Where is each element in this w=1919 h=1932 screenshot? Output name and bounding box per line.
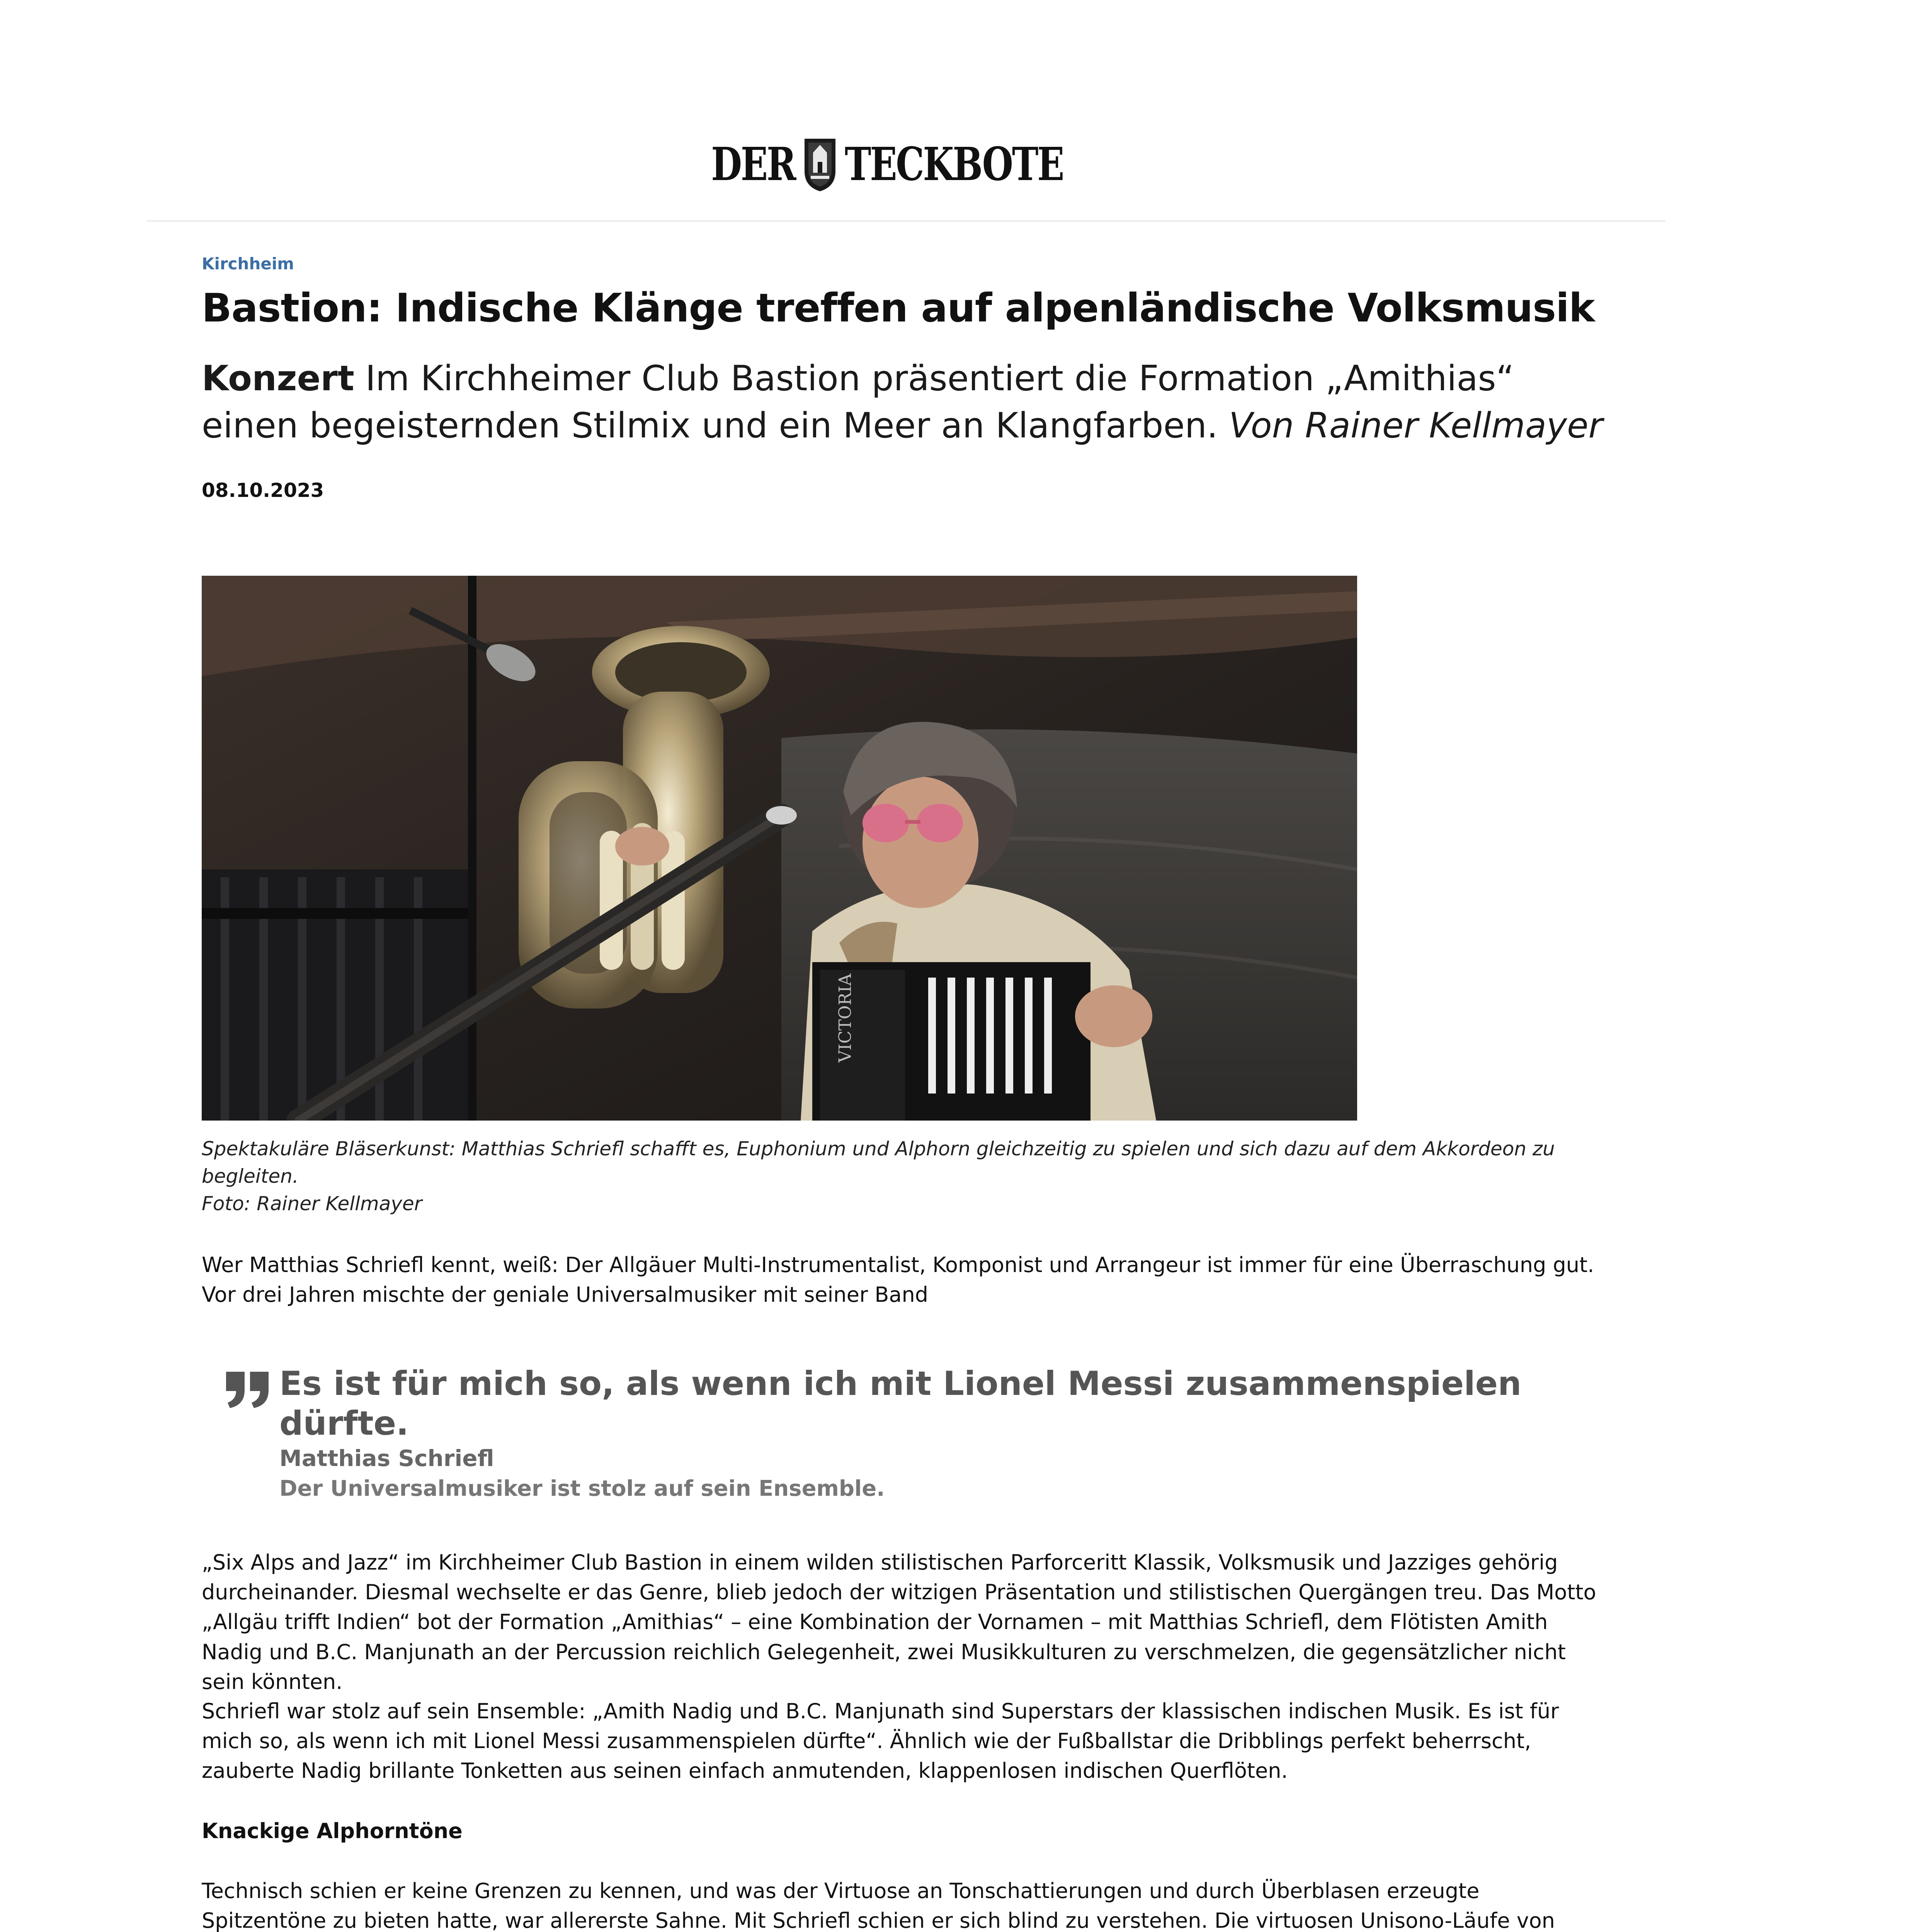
article-byline: Von Rainer Kellmayer [1229, 405, 1603, 446]
article-headline: Bastion: Indische Klänge treffen auf alpenländische Volksmusik [202, 285, 1595, 331]
body-paragraph-1: Wer Matthias Schriefl kennt, weiß: Der Allgäuer Multi-Instrumentalist, Komponist und Arrangeur ist immer für eine Überraschung gut. Vor drei Jahren mischte der geniale Universalmusiker mit seiner Band [202, 1253, 1594, 1307]
logo-word-right: TECKBOTE [844, 137, 1063, 191]
quote-author: Matthias Schriefl [279, 1445, 494, 1472]
pull-quote [222, 1364, 1598, 1501]
body-paragraph-3: Schriefl war stolz auf sein Ensemble: „Amith Nadig und B.C. Manjunath sind Superstars der klassischen indischen Musik. Es ist für mich so, als wenn ich mit Lionel Messi zusammenspielen dürfte“. Ähnlich wie der Fußballstar die Dribblings perfekt beherrscht, zauberte Nadig brillante Tonketten aus seinen einfach anmutenden, klappenlosen indischen Querflöten. [202, 1699, 1559, 1783]
body-paragraph-4: Technisch schien er keine Grenzen zu kennen, und was der Virtuose an Tonschattierungen und durch Überblasen erzeugte Spitzentöne zu bieten hatte, war allererste Sahne. Mit Schriefl schien er sich blind zu verstehen. Die virtuosen Unisono-Läufe von [202, 1879, 1555, 1932]
quote-mark-icon [222, 1368, 272, 1410]
publish-date: 08.10.2023 [202, 479, 324, 502]
quote-note: Der Universalmusiker ist stolz auf sein Ensemble. [279, 1476, 885, 1502]
section-subheading: Knackige Alphorntöne [202, 1819, 463, 1843]
photo-caption [202, 1135, 1624, 1218]
category-link[interactable]: Kirchheim [202, 254, 294, 273]
accordion-brand-text: VICTORIA [835, 973, 855, 1063]
site-logo[interactable] [687, 135, 1125, 193]
article-header [202, 247, 1608, 502]
logo-word-left: DER [711, 137, 795, 191]
coat-of-arms-icon [802, 136, 838, 193]
caption-text: Spektakuläre Bläserkunst: Matthias Schriefl schafft es, Euphonium und Alphorn gleichzeitig zu spielen und sich dazu auf dem Akkordeon zu begleiten. [202, 1138, 1555, 1187]
masthead [147, 139, 1666, 222]
article-teaser [202, 355, 1608, 449]
photo-illustration [202, 576, 1357, 1121]
quote-text: Es ist für mich so, als wenn ich mit Lionel Messi zusammenspielen dürfte. [279, 1364, 1522, 1443]
photo-credit: Foto: Rainer Kellmayer [202, 1192, 422, 1215]
teaser-lead: Konzert [202, 358, 354, 399]
body-paragraph-2: „Six Alps and Jazz“ im Kirchheimer Club Bastion in einem wilden stilistischen Parforceritt Klassik, Volksmusik und Jazziges gehörig durcheinander. Diesmal wechselte er das Genre, blieb jedoch der witzigen Präsentation und stilistischen Quergängen treu. Das Motto „Allgäu trifft Indien“ bot der Formation „Amithias“ – eine Kombination der Vornamen – mit Matthias Schriefl, dem Flötisten Amith Nadig und B.C. Manjunath an der Percussion reichlich Gelegenheit, zwei Musikkulturen zu verschmelzen, die gegensätzlicher nicht sein könnten. [202, 1550, 1596, 1694]
article-photo[interactable] [202, 576, 1357, 1121]
teaser-text: Im Kirchheimer Club Bastion präsentiert die Formation „Amithias“ einen begeisternden Stilmix und ein Meer an Klangfarben. [202, 358, 1514, 446]
